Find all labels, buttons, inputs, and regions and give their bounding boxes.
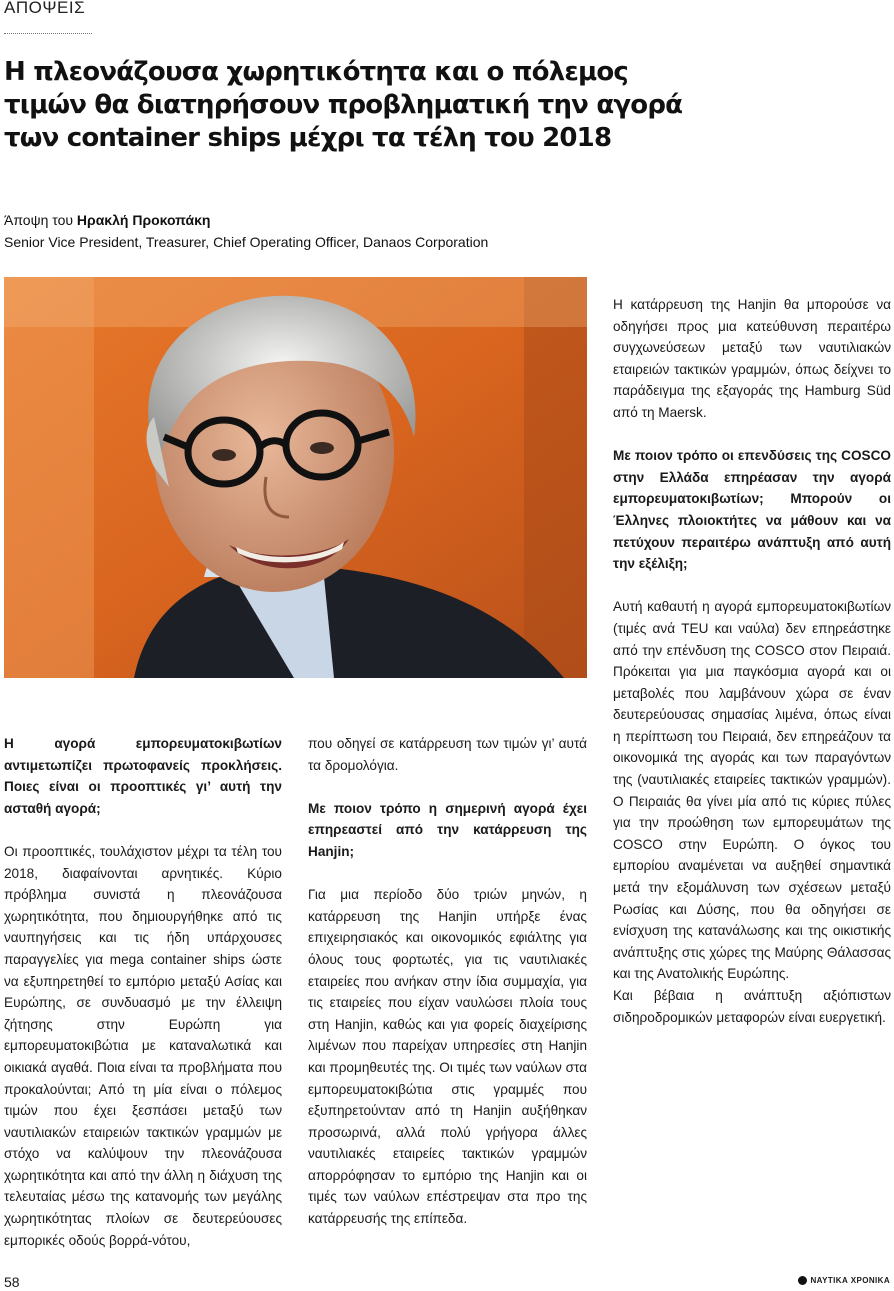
page-number: 58 [4, 1274, 20, 1290]
author-role: Senior Vice President, Treasurer, Chief Operating Officer, Danaos Corporation [4, 234, 489, 250]
byline [4, 210, 210, 230]
headline-line-2: τιμών θα διατηρήσουν προβληματική την αγορά [4, 90, 683, 120]
publication-logo [798, 1276, 891, 1285]
question-2: Με ποιον τρόπο η σημερινή αγορά έχει επηρεαστεί από την κατάρρευση της Hanjin; [308, 800, 587, 859]
publication-mark-icon [798, 1276, 807, 1285]
article-column-3 [613, 294, 891, 1028]
answer-2-continued: Η κατάρρευση της Hanjin θα μπορούσε να οδηγήσει προς μια κατεύθυνση περαιτέρω συγχωνεύσεων μεταξύ των ναυτιλιακών εταιρειών τακτικών γραμμών, όπως δείχνει το παράδειγμα της εξαγοράς της Hamburg Süd από τη Maersk. [613, 297, 891, 420]
portrait-illustration [4, 277, 587, 678]
author-name: Ηρακλή Προκοπάκη [76, 212, 211, 228]
headline-line-3: των container ships μέχρι τα τέλη του 2018 [4, 123, 612, 153]
article-column-1 [4, 733, 282, 1251]
author-portrait-photo [4, 277, 587, 678]
answer-3-closing: Και βέβαια η ανάπτυξη αξιόπιστων σιδηροδρομικών μεταφορών είναι ευεργετική. [613, 988, 891, 1025]
answer-1-continued: που οδηγεί σε κατάρρευση των τιμών γι’ αυτά τα δρομολόγια. [308, 736, 587, 773]
section-label: ΑΠΟΨΕΙΣ [4, 0, 86, 17]
publication-name: ΝΑΥΤΙΚΑ ΧΡΟΝΙΚΑ [810, 1276, 890, 1285]
answer-2: Για μια περίοδο δύο τριών μηνών, η κατάρρευση της Hanjin υπήρξε ένας επιχειρησιακός και οικονομικός εφιάλτης για όλους τους φορτωτές, για τις ναυτιλιακές εταιρείες που ανήκαν στην ίδια συμμαχία, για τις εταιρείες που είχαν ναυλώσει πλοία τους στη Hanjin, καθώς και για φορείς διαχείρισης λιμένων που παρείχαν υπηρεσίες στη Hanjin και προμηθευτές της. Οι τιμές των ναύλων στα εμπορευματοκιβώτια στις γραμμές που εξυπηρετούνταν από τη Hanjin αυξήθηκαν προσωρινά, αλλά πολύ γρήγορα άλλες ναυτιλιακές εταιρείες τακτικών γραμμών απορρόφησαν το εμπόριο της Hanjin και οι τιμές των ναύλων επέστρεψαν στα προ της κατάρρευσής της επίπεδα. [308, 887, 587, 1227]
section-divider [4, 33, 92, 34]
answer-3: Αυτή καθαυτή η αγορά εμπορευματοκιβωτίων (τιμές ανά TEU και ναύλα) δεν επηρεάστηκε από την επένδυση της COSCO στον Πειραιά. Πρόκειται για μια παγκόσμια αγορά και οι μεταβολές που λαμβάνουν χώρα σε έναν δευτερεύουσας σημασίας λιμένα, όπως είναι η περίπτωση του Πειραιά, δεν επηρεάζουν τα οικονομικά της αγοράς και των παραγόντων της (ναυτιλιακές εταιρείες τακτικών γραμμών). Ο Πειραιάς θα γίνει μία από τις κύριες πύλες για την προώθηση των εμπορευμάτων της COSCO στην Ευρώπη. Ο όγκος του εμπορίου αναμένεται να αυξηθεί σημαντικά μετά την εξομάλυνση των σχέσεων μεταξύ Ρωσίας και Δύσης, που θα οδηγήσει σε ενίσχυση της κατανάλωσης και της οικιστικής ανάπτυξης στις χώρες της Μαύρης Θάλασσας και της Ανατολικής Ευρώπης. [613, 599, 891, 982]
answer-1: Οι προοπτικές, τουλάχιστον μέχρι τα τέλη του 2018, διαφαίνονται αρνητικές. Κύριο πρόβλημα συνιστά η πλεονάζουσα χωρητικότητα, που δημιουργήθηκε από τις ναυπηγήσεις και τις ήδη υπάρχουσες παραγγελίες για mega container ships ώστε να εξυπηρετηθεί το εμπόριο μεταξύ Ασίας και Ευρώπης, σε συνδυασμό με την έλλειψη ζήτησης στην Ευρώπη για εμπορευματοκιβώτια με καταναλωτικά και οικιακά αγαθά. Ποια είναι τα προβλήματα που προκαλούνται; Από τη μία είναι ο πόλεμος τιμών που έχει ξεσπάσει μεταξύ των ναυτιλιακών εταιρειών τακτικών γραμμών με στόχο να καλύψουν την πλεονάζουσα χωρητικότητα και από την άλλη η διάχυση της τελευταίας μέσω της κατανομής των μεγάλης χωρητικότητας πλοίων σε δευτερεύουσες εμπορικές οδούς βορρά-νότου, [4, 843, 282, 1248]
article-headline [4, 56, 683, 155]
question-1: Η αγορά εμπορευματοκιβωτίων αντιμετωπίζει πρωτοφανείς προκλήσεις. Ποιες είναι οι προοπτικές γι’ αυτή την ασταθή αγορά; [4, 736, 282, 816]
article-column-2 [308, 733, 587, 1230]
byline-prefix: Άποψη του [4, 212, 77, 228]
headline-line-1: Η πλεονάζουσα χωρητικότητα και ο πόλεμος [4, 57, 629, 87]
question-3: Με ποιον τρόπο οι επενδύσεις της COSCO στην Ελλάδα επηρέασαν την αγορά εμπορευματοκιβωτίων; Μπορούν οι Έλληνες πλοιοκτήτες να μάθουν και να πετύχουν περαιτέρω ανάπτυξη από αυτή την εξέλιξη; [613, 448, 891, 572]
